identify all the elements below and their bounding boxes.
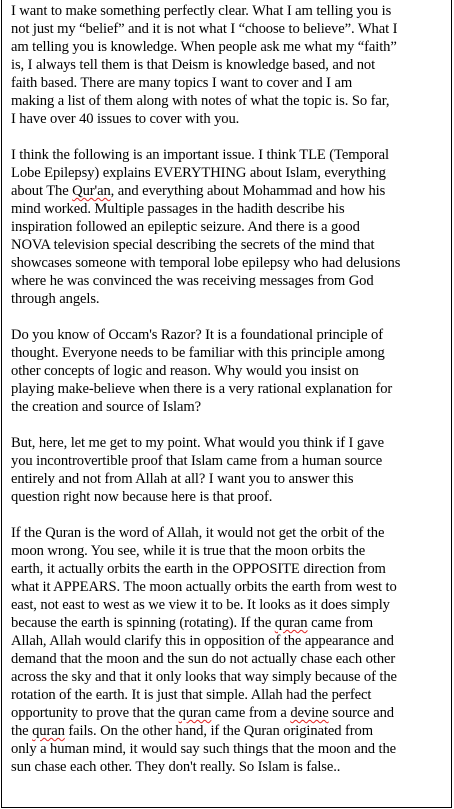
text-line: you incontrovertible proof that Islam came from a human source — [11, 453, 383, 469]
text-line: playing make-believe when there is a very rational explanation for — [11, 381, 393, 397]
text-line: NOVA television special describing the secrets of the mind that — [11, 237, 375, 253]
text-line: demand that the moon and the sun do not actually chase each other — [11, 651, 396, 667]
document-page — [1, 0, 452, 808]
spellcheck-word: quran — [274, 615, 308, 631]
text-line: the quran fails. On the other hand, if the Quran originated from — [11, 723, 373, 739]
text-line: through angels. — [11, 291, 100, 307]
spellcheck-word: devine — [290, 705, 329, 721]
text-line: opportunity to prove that the quran came from a devine source and — [11, 705, 394, 721]
text-line: I think the following is an important issue. I think TLE (Temporal — [11, 147, 389, 163]
text-line: faith based. There are many topics I want to cover and I am — [11, 75, 353, 91]
text-line: Allah, Allah would clarify this in opposition of the appearance and — [11, 633, 394, 649]
text-line: Lobe Epilepsy) explains EVERYTHING about Islam, everything — [11, 165, 386, 181]
text-line: If the Quran is the word of Allah, it would not get the orbit of the — [11, 525, 385, 541]
spellcheck-word: quran — [32, 723, 65, 739]
paragraph-5 — [11, 524, 447, 776]
paragraph-1 — [11, 2, 447, 128]
text-line: east, not east to west as we view it to be. It looks as it does simply — [11, 597, 390, 613]
text-line: earth, it actually orbits the earth in the OPPOSITE direction from — [11, 561, 386, 577]
text-line: across the sky and that it only looks that way simply because of the — [11, 669, 397, 685]
text-line: not just my “belief” and it is not what I “choose to believe”. What I — [11, 21, 398, 37]
text-line: is, I always tell them is that Deism is knowledge based, and not — [11, 57, 376, 73]
text-line: showcases someone with temporal lobe epilepsy who had delusions — [11, 255, 401, 271]
text-line: about The Qur'an, and everything about Mohammad and how his — [11, 183, 386, 199]
text-line: question right now because here is that proof. — [11, 489, 273, 505]
text-line: Do you know of Occam's Razor? It is a foundational principle of — [11, 327, 384, 343]
text-line: But, here, let me get to my point. What would you think if I gave — [11, 435, 385, 451]
text-line: inspiration followed an epileptic seizure. And there is a good — [11, 219, 360, 235]
text-line: the creation and source of Islam? — [11, 399, 201, 415]
text-line: what it APPEARS. The moon actually orbits the earth from west to — [11, 579, 397, 595]
text-line: rotation of the earth. It is just that simple. Allah had the perfect — [11, 687, 372, 703]
text-line: thought. Everyone needs to be familiar with this principle among — [11, 345, 385, 361]
paragraph-3 — [11, 326, 447, 416]
text-line: entirely and not from Allah at all? I want you to answer this — [11, 471, 354, 487]
text-line: I have over 40 issues to cover with you. — [11, 111, 240, 127]
text-line: mind worked. Multiple passages in the hadith describe his — [11, 201, 345, 217]
spellcheck-word: quran — [178, 705, 212, 721]
text-line: moon wrong. You see, while it is true that the moon orbits the — [11, 543, 366, 559]
text-line: other concepts of logic and reason. Why would you insist on — [11, 363, 359, 379]
text-line: because the earth is spinning (rotating). If the quran came from — [11, 615, 373, 631]
text-line: I want to make something perfectly clear. What I am telling you is — [11, 3, 392, 19]
spellcheck-word: Qur'an — [72, 183, 111, 199]
paragraph-4 — [11, 434, 447, 506]
paragraph-2 — [11, 146, 447, 308]
text-line: am telling you is knowledge. When people ask me what my “faith” — [11, 39, 397, 55]
text-line: sun chase each other. They don't really. So Islam is false.. — [11, 759, 341, 775]
text-line: where he was convinced the was receiving messages from God — [11, 273, 374, 289]
text-line: only a human mind, it would say such things that the moon and the — [11, 741, 397, 757]
text-line: making a list of them along with notes of what the topic is. So far, — [11, 93, 390, 109]
